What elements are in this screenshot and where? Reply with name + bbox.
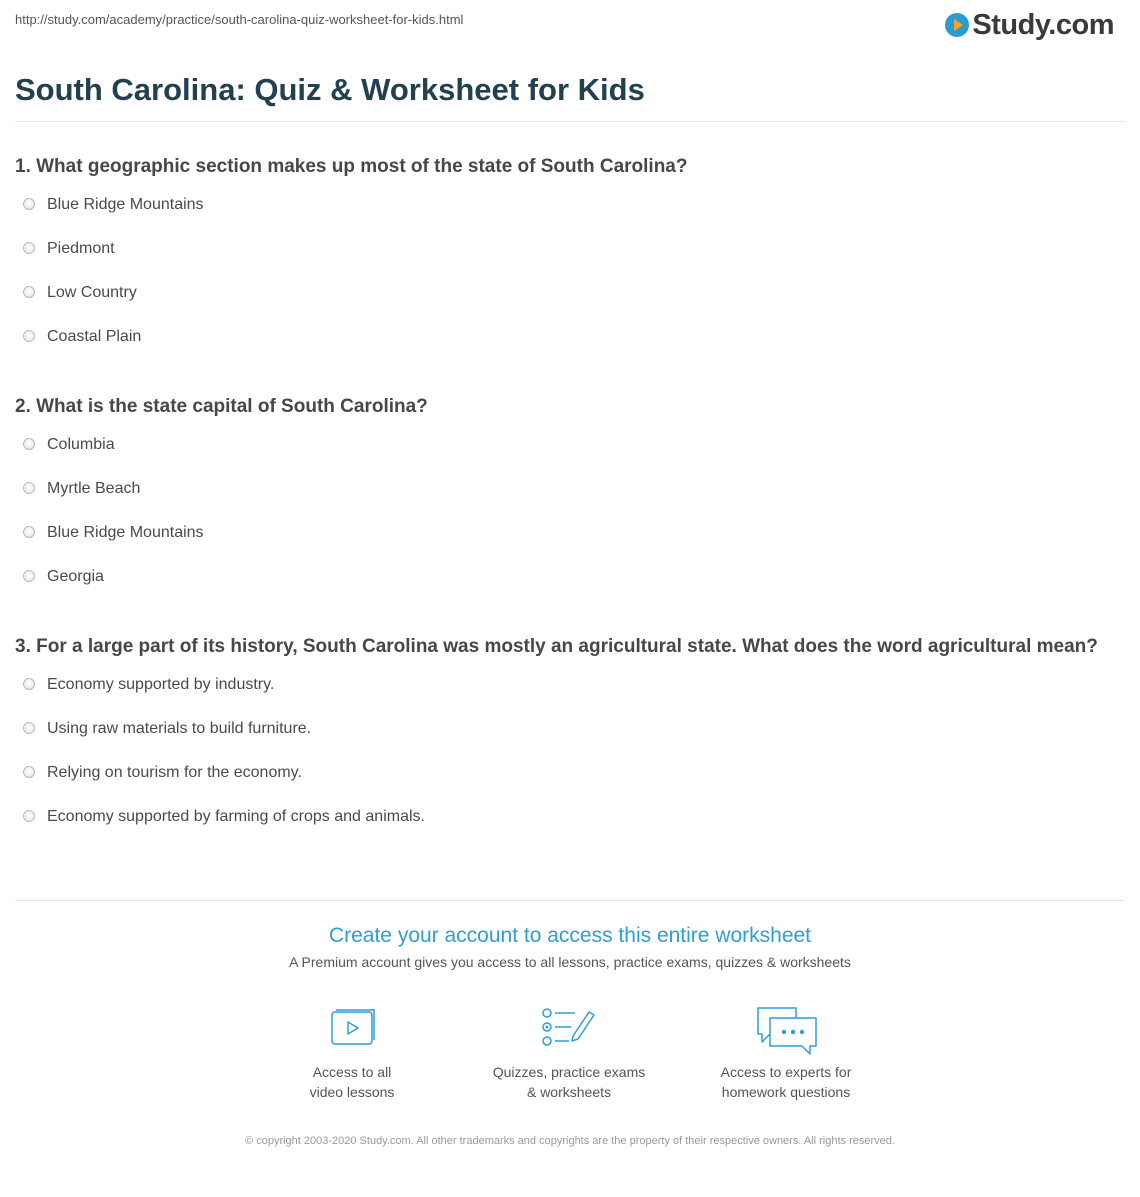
copyright-footer: © copyright 2003-2020 Study.com. All other trademarks and copyrights are the property of their respective owners. All rights reserved. (245, 1135, 895, 1147)
answer-option[interactable] (15, 196, 1115, 240)
answer-label: Georgia (47, 568, 104, 585)
answer-label: Coastal Plain (47, 328, 142, 345)
title-divider (15, 121, 1125, 122)
answer-options (15, 436, 1115, 612)
radio-icon[interactable] (23, 810, 35, 822)
feature-label-line2: & worksheets (526, 1084, 612, 1100)
answer-option[interactable] (15, 676, 1115, 720)
radio-icon[interactable] (23, 438, 35, 450)
page-url: http://study.com/academy/practice/south-carolina-quiz-worksheet-for-kids.html (15, 12, 464, 27)
question-1 (15, 153, 1115, 372)
video-lessons-icon (326, 1006, 378, 1050)
page-title: South Carolina: Quiz & Worksheet for Kids (15, 72, 645, 107)
answer-option[interactable] (15, 764, 1115, 808)
answer-label: Economy supported by farming of crops and animals. (47, 808, 425, 825)
chat-bubbles-icon (754, 1006, 818, 1056)
answer-label: Blue Ridge Mountains (47, 524, 204, 541)
radio-icon[interactable] (23, 526, 35, 538)
answer-label: Piedmont (47, 240, 115, 257)
study-logo-text: Study.com (972, 8, 1114, 41)
answer-option[interactable] (15, 240, 1115, 284)
answer-option[interactable] (15, 568, 1115, 612)
answer-option[interactable] (15, 524, 1115, 568)
answer-label: Columbia (47, 436, 115, 453)
answer-label: Relying on tourism for the economy. (47, 764, 302, 781)
radio-icon[interactable] (23, 242, 35, 254)
answer-option[interactable] (15, 808, 1115, 852)
answer-option[interactable] (15, 284, 1115, 328)
question-3 (15, 633, 1115, 852)
study-logo[interactable] (945, 8, 1114, 42)
radio-icon[interactable] (23, 570, 35, 582)
feature-label-line2: homework questions (721, 1084, 851, 1100)
answer-label: Low Country (47, 284, 137, 301)
cta-divider (15, 900, 1125, 901)
top-bar (0, 0, 1140, 50)
quiz-checklist-icon (541, 1006, 597, 1050)
question-text: 3. For a large part of its history, South Carolina was mostly an agricultural state. What does the word agricultural mean? (15, 636, 1098, 657)
radio-icon[interactable] (23, 286, 35, 298)
answer-options (15, 196, 1115, 372)
feature-label-line2: video lessons (309, 1084, 395, 1100)
radio-icon[interactable] (23, 722, 35, 734)
radio-icon[interactable] (23, 678, 35, 690)
radio-icon[interactable] (23, 198, 35, 210)
radio-icon[interactable] (23, 482, 35, 494)
feature-video-lessons (252, 1006, 452, 1102)
answer-option[interactable] (15, 480, 1115, 524)
feature-experts (686, 1006, 886, 1102)
answer-option[interactable] (15, 328, 1115, 372)
question-2 (15, 393, 1115, 612)
question-text: 2. What is the state capital of South Carolina? (15, 396, 428, 417)
cta-subtitle: A Premium account gives you access to all lessons, practice exams, quizzes & worksheets (289, 954, 851, 970)
answer-label: Using raw materials to build furniture. (47, 720, 312, 737)
feature-label-line1: Access to all (312, 1064, 392, 1080)
feature-label-line1: Access to experts for (720, 1064, 852, 1080)
answer-label: Blue Ridge Mountains (47, 196, 204, 213)
answer-label: Myrtle Beach (47, 480, 141, 497)
answer-options (15, 676, 1115, 852)
feature-quizzes (469, 1006, 669, 1102)
radio-icon[interactable] (23, 766, 35, 778)
radio-icon[interactable] (23, 330, 35, 342)
cta-title-link[interactable]: Create your account to access this entire worksheet (328, 924, 812, 947)
study-logo-icon (945, 13, 969, 37)
answer-option[interactable] (15, 720, 1115, 764)
answer-option[interactable] (15, 436, 1115, 480)
question-text: 1. What geographic section makes up most of the state of South Carolina? (15, 156, 688, 177)
feature-label-line1: Quizzes, practice exams (492, 1064, 646, 1080)
signup-cta (0, 924, 1140, 970)
answer-label: Economy supported by industry. (47, 676, 275, 693)
